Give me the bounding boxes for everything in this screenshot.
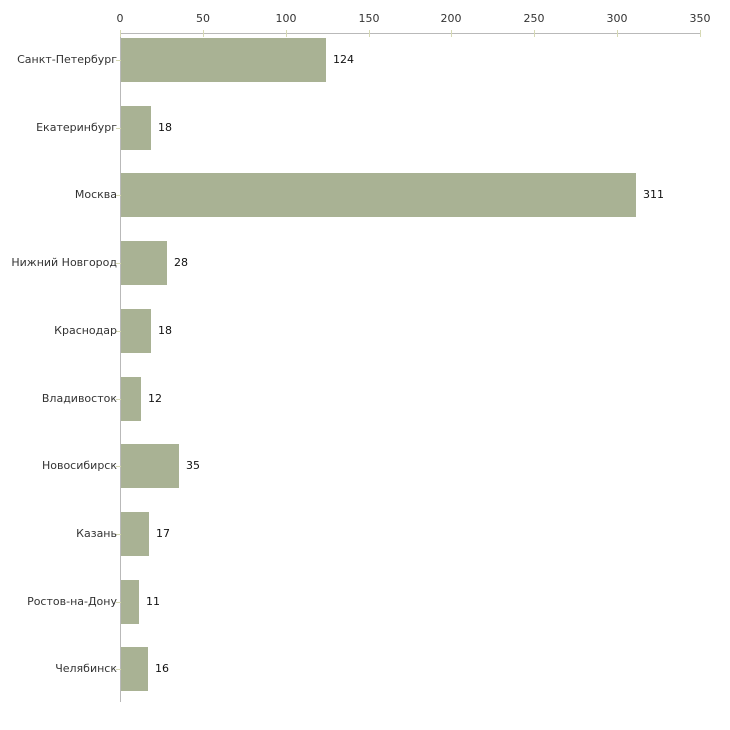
category-label: Нижний Новгород [11,256,117,269]
value-label: 18 [158,121,172,134]
x-tick-mark [369,30,370,37]
x-tick-label: 250 [523,12,545,25]
bar [121,106,151,150]
value-label: 16 [155,662,169,675]
category-label: Новосибирск [41,459,117,472]
value-label: 18 [158,324,172,337]
category-label: Санкт-Петербург [17,53,117,66]
category-label: Москва [74,188,117,201]
category-label: Екатеринбург [36,121,117,134]
x-tick-mark [534,30,535,37]
value-label: 17 [156,527,170,540]
x-tick-label: 200 [440,12,462,25]
x-tick-mark [617,30,618,37]
x-tick-mark [451,30,452,37]
category-label: Казань [76,527,117,540]
category-label: Краснодар [54,324,117,337]
bar [121,309,151,353]
x-tick-mark [700,30,701,37]
x-tick-mark [286,30,287,37]
x-tick-label: 300 [606,12,628,25]
category-label: Ростов-на-Дону [27,595,117,608]
x-tick-label: 100 [275,12,297,25]
bar [121,173,636,217]
bar [121,580,139,624]
bar [121,38,326,82]
bar [121,241,167,285]
value-label: 12 [148,392,162,405]
category-label: Челябинск [55,662,117,675]
x-axis-line [120,33,701,34]
value-label: 11 [146,595,160,608]
value-label: 35 [186,459,200,472]
x-tick-mark [120,30,121,37]
x-tick-label: 350 [689,12,711,25]
bar [121,444,179,488]
x-tick-label: 0 [116,12,124,25]
bar [121,647,148,691]
bar [121,377,141,421]
category-label: Владивосток [41,392,117,405]
bar [121,512,149,556]
x-tick-label: 50 [196,12,210,25]
x-tick-label: 150 [358,12,380,25]
value-label: 311 [643,188,664,201]
value-label: 124 [333,53,354,66]
x-tick-mark [203,30,204,37]
value-label: 28 [174,256,188,269]
